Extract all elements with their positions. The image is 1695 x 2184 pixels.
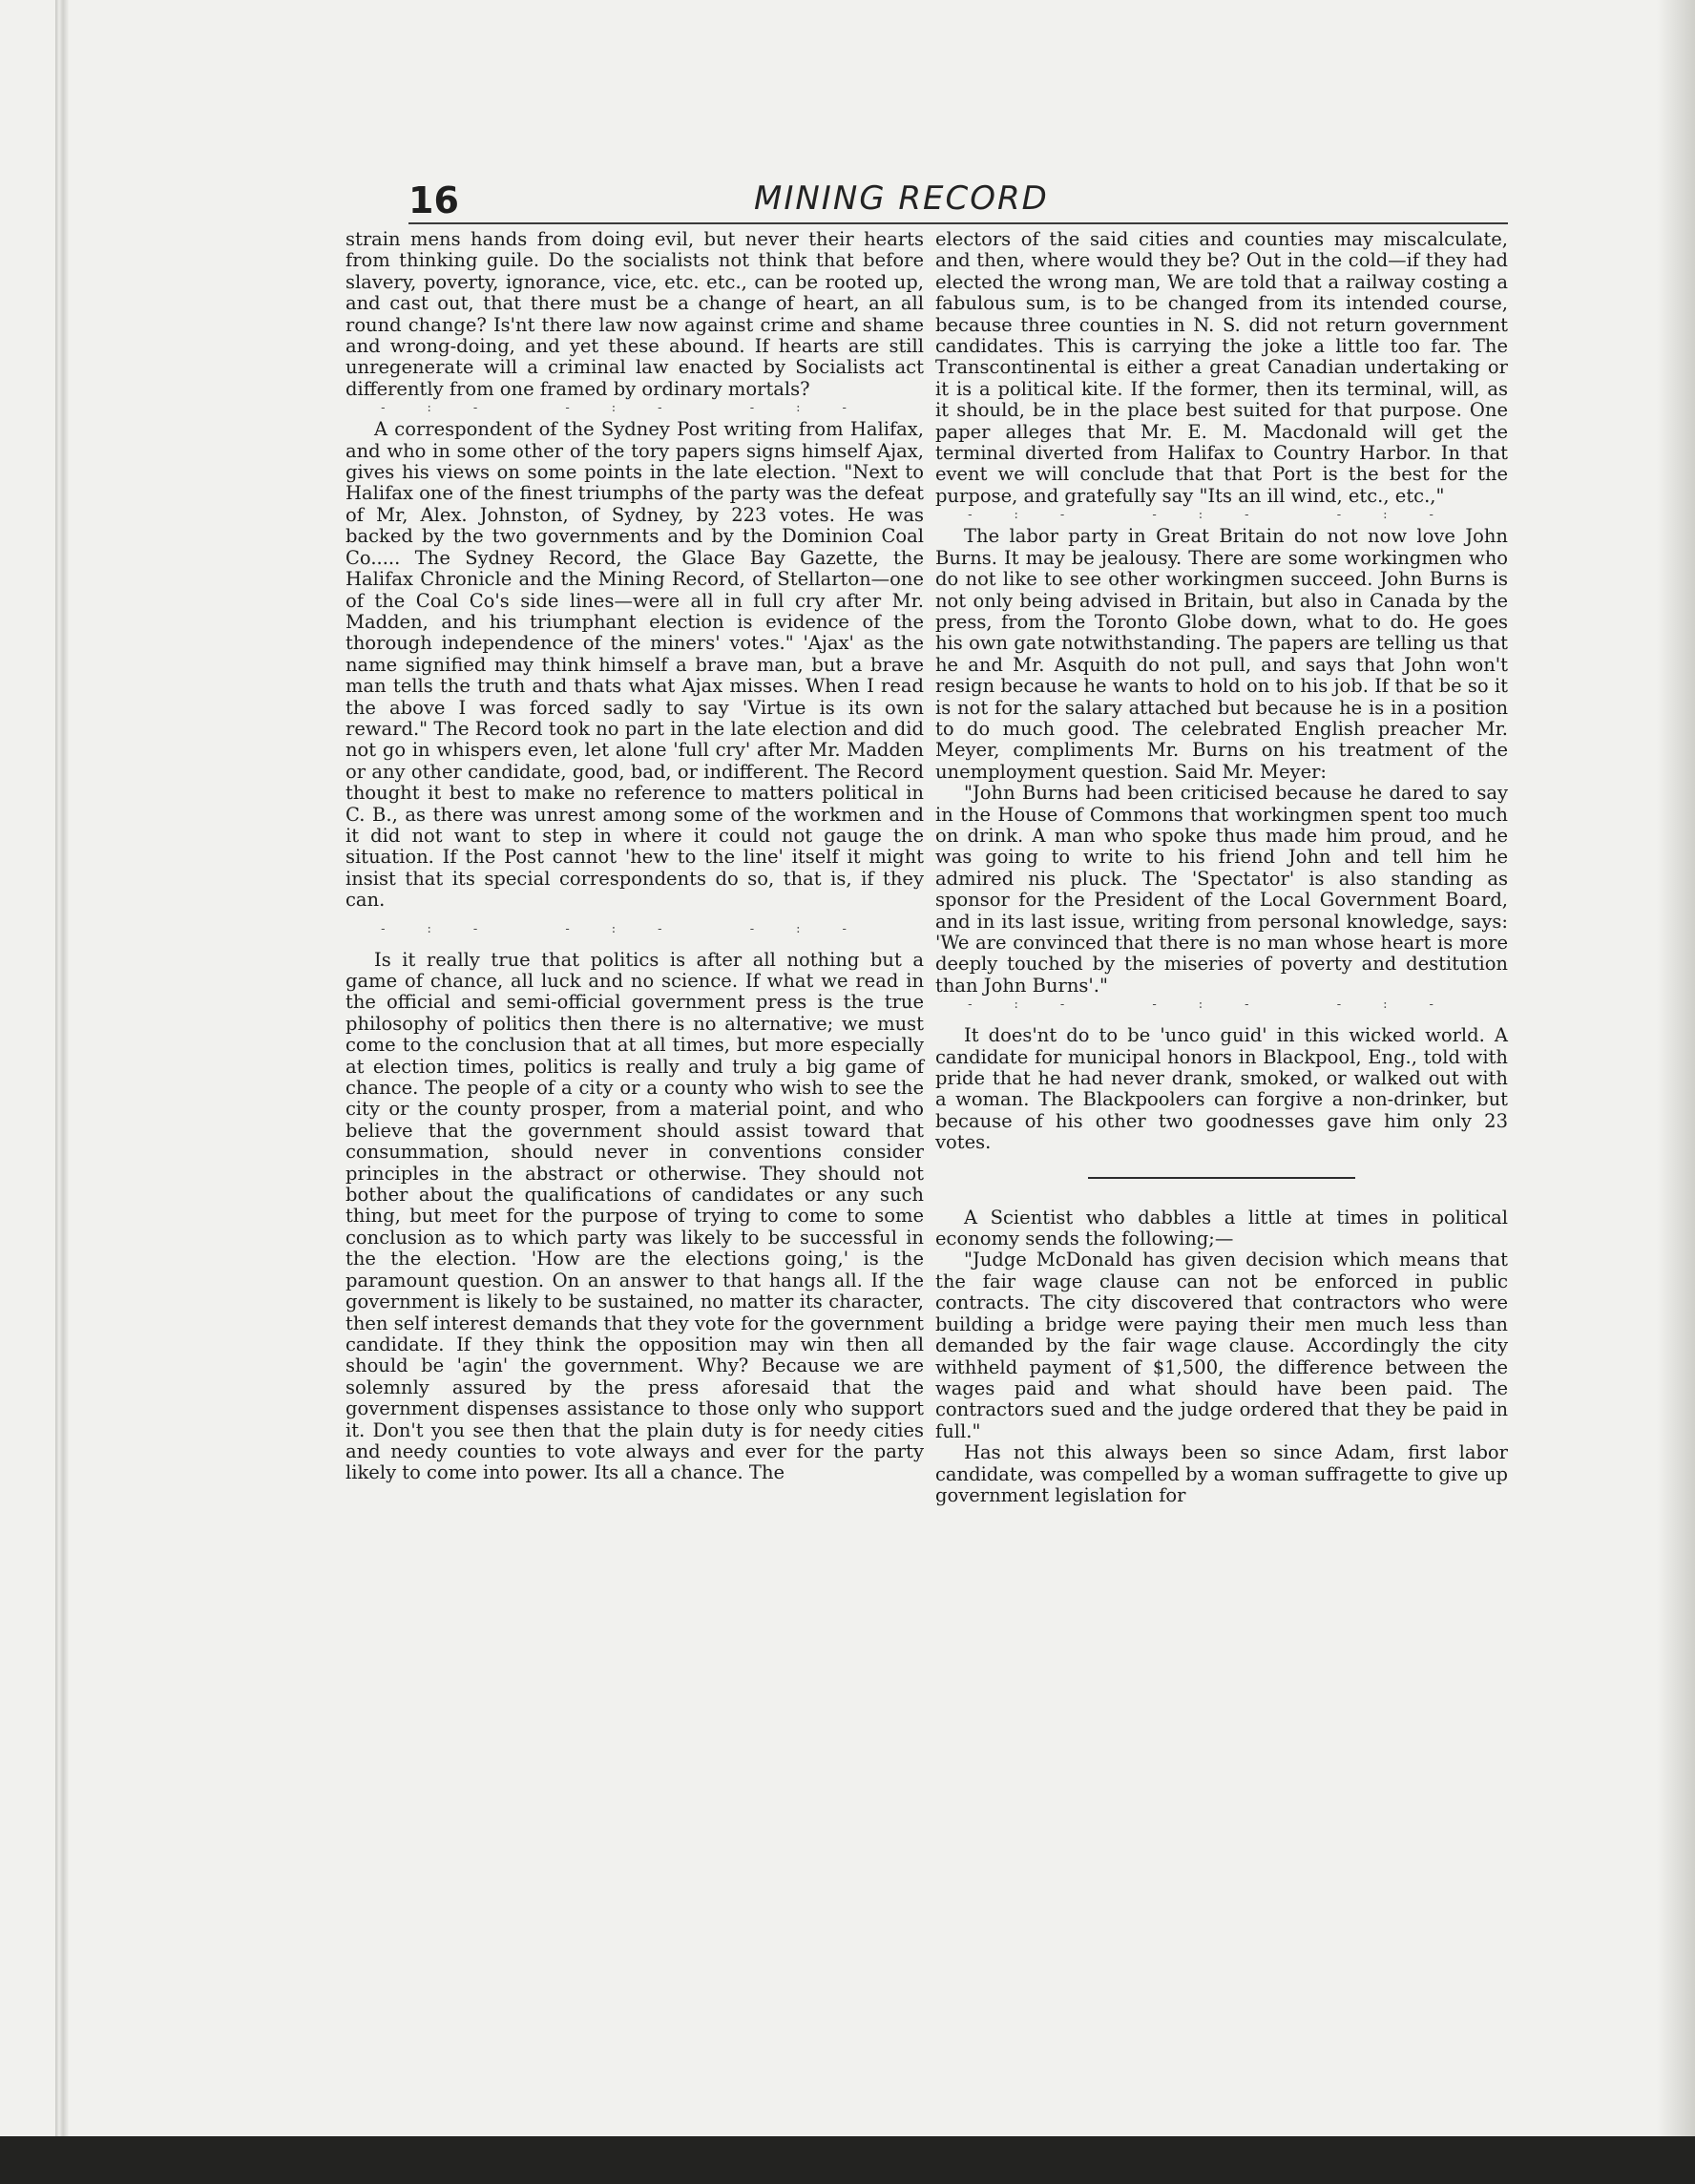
paragraph-unco-guid: It does'nt do to be 'unco guid' in this wicked world. A candidate for municipal honors in Blackpool, Eng., told with pride that he had never drank, smoked, or walked out with a woman. The Blackpoolers can forgive a non-drinker, but because of his other two goodnesses gave him only 23 votes. (935, 1024, 1508, 1154)
publication-title: MINING RECORD (754, 179, 1049, 218)
paragraph-ajax-correspondent: A correspondent of the Sydney Post writing from Halifax, and who in some other of the tory papers signs himself Ajax, gives his views on some points in the late election. "Next to Halifax one of the finest triumphs of the party was the defeat of Mr, Alex. Johnston, of Sydney, by 223 votes. He was backed by the two governments and by the Dominion Coal Co..... The Sydney Record, the Glace Bay Gazette, the Halifax Chronicle and the Mining Record, of Stellarton—one of the Coal Co's side lines—were all in full cry after Mr. Madden, and his triumphant election is evidence of the thorough independence of the miners' votes." 'Ajax' as the name signified may think himself a brave man, but a brave man tells the truth and thats what Ajax misses. When I read the above I was forced sadly to say 'Virtue is its own reward." The Record took no part in the late election and did not go in whispers even, let alone 'full cry' after Mr. Madden or any other candidate, good, bad, or indifferent. The Record thought it best to make no reference to matters political in C. B., as there was unrest among some of the workmen and it did not want to step in where it could not gauge the situation. If the Post cannot 'hew to the line' itself it might insist that its special correspondents do so, that is, if they can. (345, 418, 924, 912)
page-binding-edge (55, 0, 69, 2167)
page-number: 16 (408, 179, 459, 221)
page-right-shadow (1657, 0, 1695, 2167)
paragraph-adam: Has not this always been so since Adam, first labor candidate, was compelled by a woman suffragette to give up government legislation for (935, 1441, 1509, 1506)
left-column (345, 229, 924, 1484)
section-separator: -:- -:- -:- (381, 401, 889, 416)
section-separator: -:- -:- -:- (381, 921, 889, 936)
section-rule (1088, 1177, 1355, 1179)
section-separator: -:- -:- -:- (968, 508, 1475, 523)
paragraph-judge-mcdonald: "Judge McDonald has given decision which means that the fair wage clause can not be enforced in public contracts. The city discovered that contractors who were building a bridge were paying their men much less than demanded by the fair wage clause. Accordingly the city withheld payment of $1,500, the difference between the wages paid and what should have been paid. The contractors sued and the judge ordered that they be paid in full." (935, 1249, 1508, 1442)
paragraph-politics-chance: Is it really true that politics is after all nothing but a game of chance, all luck and no science. If what we read in the official and semi-official government press is the true philosophy of politics then there is no alternative; we must come to the conclusion that at all times, but more especially at election times, politics is really and truly a big game of chance. The people of a city or a county who wish to see the city or the county prosper, from a material point, and who believe that the government should assist toward that consummation, should never in conventions consider principles in the abstract or otherwise. They should not bother about the qualifications of candidates or any such thing, but meet for the purpose of trying to come to some conclusion as to which party was likely to be successful in the the election. 'How are the elections going,' is the paramount question. On an answer to that hangs all. If the government is likely to be sustained, no matter its character, then self interest demands that they vote for the government candidate. If they think the opposition may win then all should be 'agin' the government. Why? Because we are solemnly assured by the press aforesaid that the government dispenses assistance to those only who support it. Don't you see then that the plain duty is for needy cities and needy counties to vote always and ever for the party likely to come into power. Its all a chance. The (345, 948, 924, 1484)
section-separator: -:- -:- -:- (968, 998, 1475, 1013)
paragraph-electors: electors of the said cities and counties may miscalculate, and then, where would they be? Out in the cold—if they had elected the wrong man, We are told that a railway costing a fabulous sum, is to be changed from its intended course, because three counties in N. S. did not return government candidates. This is carrying the joke a little too far. The Transcontinental is either a great Canadian undertaking or it is a political kite. If the former, then its terminal, will, as it should, be in the place best suited for that purpose. One paper alleges that Mr. E. M. Macdonald will get the terminal diverted from Halifax to Country Harbor. In that event we will conclude that that Port is the best for the purpose, and gratefully say "Its an ill wind, etc., etc.," (935, 228, 1508, 507)
paragraph-socialists: strain mens hands from doing evil, but never their hearts from thinking guile. Do the socialists not think that before slavery, poverty, ignorance, vice, etc. etc., can be rooted up, and cast out, that there must be a change of heart, an all round change? Is'nt there law now against crime and shame and wrong-doing, and yet these abound. If hearts are still unregenerate will a criminal law enacted by Socialists act differently from one framed by ordinary mortals? (345, 228, 924, 400)
paragraph-john-burns: The labor party in Great Britain do not now love John Burns. It may be jealousy. There are some workingmen who do not like to see other workingmen succeed. John Burns is not only being advised in Britain, but also in Canada by the press, from the Toronto Globe down, what to do. He goes his own gate notwithstanding. The papers are telling us that he and Mr. Asquith do not pull, and says that John won't resign because he wants to hold on to his job. If that be so it is not for the salary attached but because he is in a position to do much good. The celebrated English preacher Mr. Meyer, compliments Mr. Burns on his treatment of the unemployment question. Said Mr. Meyer: (935, 525, 1508, 783)
right-column (935, 229, 1508, 1506)
header-rule (408, 222, 1508, 224)
paragraph-meyer-quote: "John Burns had been criticised because he dared to say in the House of Commons that workingmen spent too much on drink. A man who spoke thus made him proud, and he was going to write to his friend John and tell him he admired nis pluck. The 'Spectator' is also standing as sponsor for the President of the Local Government Board, and in its last issue, writing from personal knowledge, says: 'We are convinced that there is no man whose heart is more deeply touched by the miseries of poverty and destitution than John Burns'." (935, 782, 1508, 997)
scan-bottom-edge (0, 2136, 1695, 2184)
paragraph-scientist: A Scientist who dabbles a little at times in political economy sends the following;— (935, 1206, 1508, 1250)
